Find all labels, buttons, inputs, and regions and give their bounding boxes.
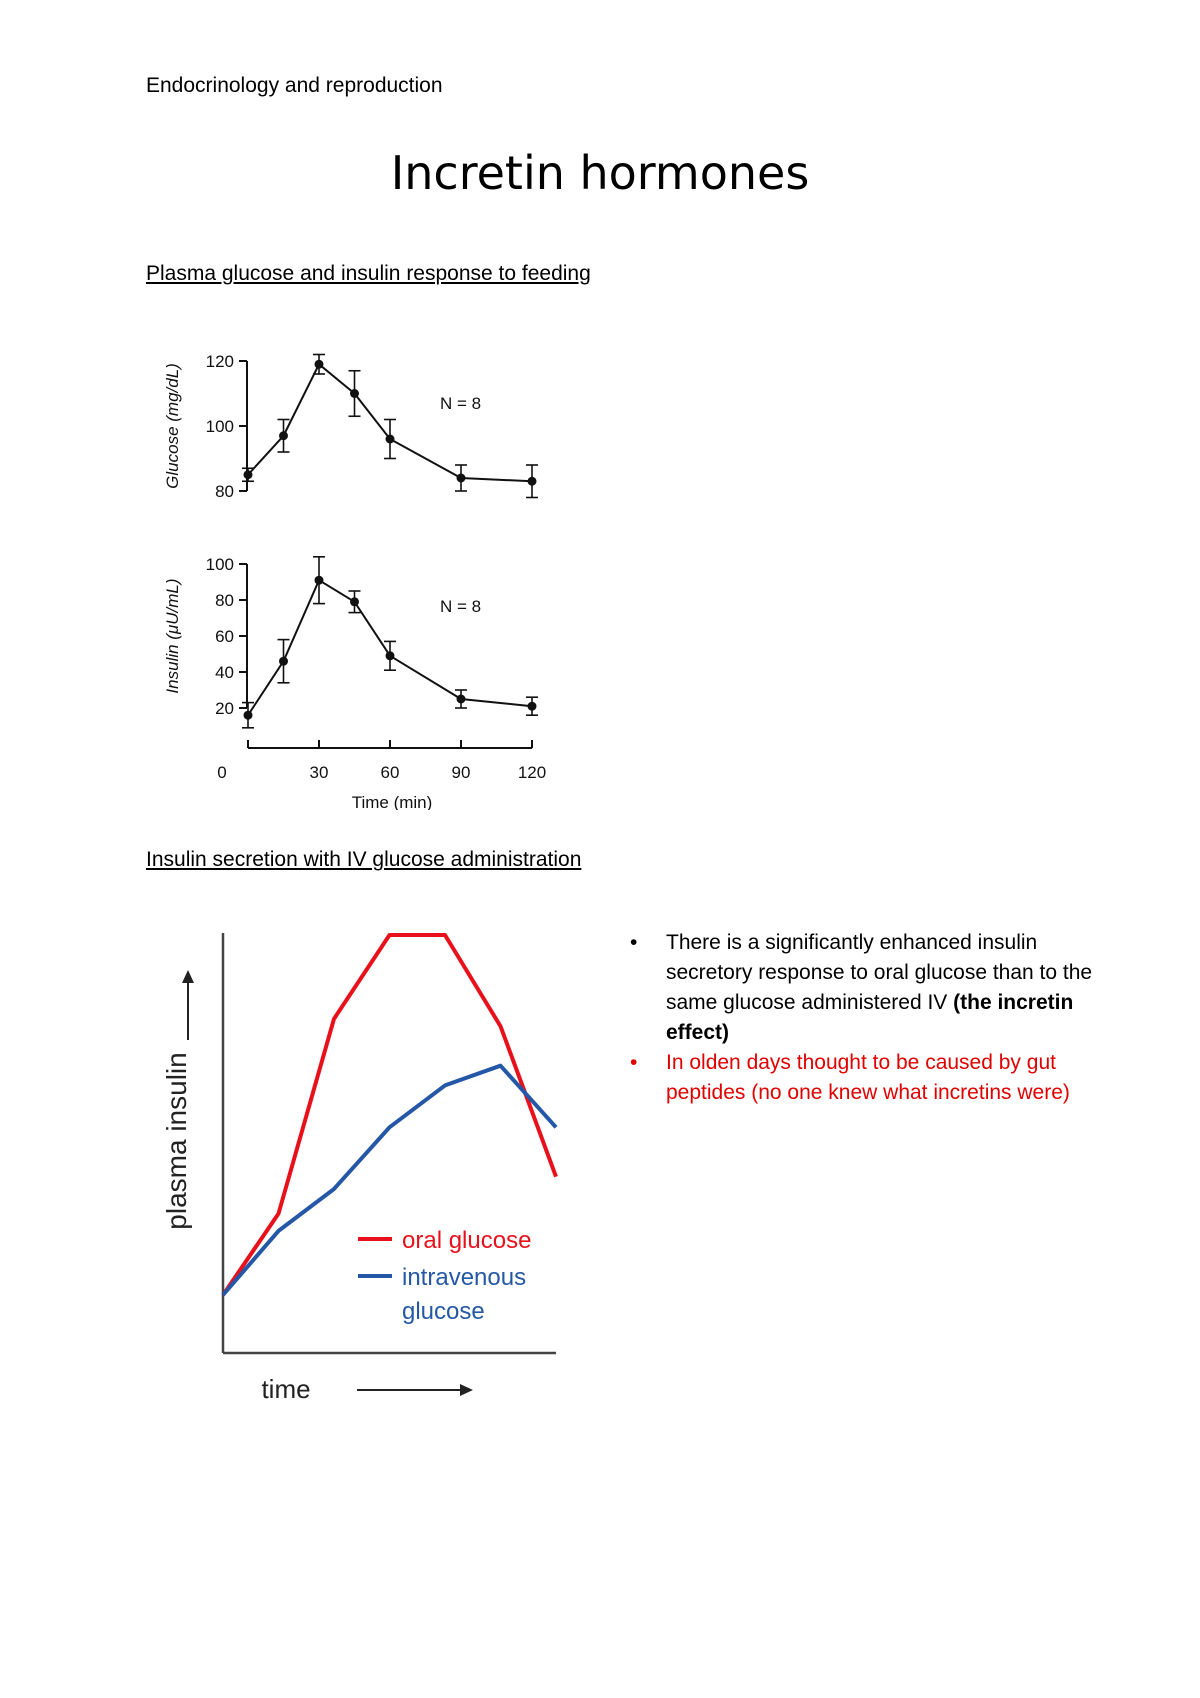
y-axis-label: plasma insulin — [161, 1052, 192, 1230]
bullet-item-2 — [630, 1048, 1100, 1108]
y-tick-label: 40 — [215, 663, 234, 682]
bullet-text-2: In olden days thought to be caused by gut peptides (no one knew what incretins were) — [666, 1051, 1070, 1104]
bullet-bold-1: (the incretin effect) — [666, 991, 1074, 1044]
data-point — [244, 470, 253, 479]
legend-label-line: glucose — [402, 1298, 485, 1325]
bullet-text-1: There is a significantly enhanced insulin secretory response to oral glucose than to the same glucose administered IV — [666, 931, 1093, 1014]
x-tick-label: 90 — [451, 763, 471, 782]
x-tick-label: 60 — [380, 763, 400, 782]
data-point — [279, 431, 288, 440]
arrow-head-icon — [460, 1384, 473, 1396]
data-point — [528, 477, 537, 486]
intravenous-glucose-line — [223, 1066, 556, 1295]
data-point — [279, 657, 288, 666]
section-heading-iv-glucose: Insulin secretion with IV glucose administration — [146, 848, 582, 871]
glucose-panel — [163, 352, 538, 501]
y-axis-label: Insulin (μU/mL) — [163, 578, 182, 694]
data-point — [350, 389, 359, 398]
insulin-panel — [163, 555, 546, 810]
y-tick-label: 100 — [205, 555, 234, 574]
data-point — [386, 651, 395, 660]
bullet-dot: • — [630, 931, 638, 954]
y-tick-label: 80 — [215, 591, 234, 610]
data-point — [244, 711, 253, 720]
y-tick-label: 60 — [215, 627, 234, 646]
legend-label — [402, 1264, 526, 1325]
x-tick-label: 0 — [217, 763, 227, 782]
y-tick-label: 20 — [215, 699, 234, 718]
x-tick-label: 120 — [517, 763, 547, 782]
data-point — [315, 576, 324, 585]
y-tick-label: 120 — [205, 352, 234, 371]
sample-size-label: N = 8 — [440, 394, 482, 413]
data-point — [386, 435, 395, 444]
arrow-head-icon — [182, 970, 194, 983]
y-tick-label: 80 — [215, 482, 234, 501]
data-point — [457, 474, 466, 483]
data-point — [528, 702, 537, 711]
y-tick-label: 100 — [205, 417, 234, 436]
bullet-dot: • — [630, 1051, 638, 1074]
section-heading-feeding: Plasma glucose and insulin response to feeding — [146, 262, 591, 285]
legend-label-line: intravenous — [402, 1264, 527, 1291]
incretin-effect-chart — [150, 925, 570, 1405]
x-tick-label: 30 — [309, 763, 329, 782]
bullet-item-1 — [630, 928, 1100, 1048]
sample-size-label: N = 8 — [440, 597, 482, 616]
legend-label: oral glucose — [402, 1227, 532, 1254]
y-axis-label: Glucose (mg/dL) — [163, 363, 182, 489]
x-axis-label: Time (min) — [351, 793, 433, 810]
data-point — [315, 360, 324, 369]
bullet-list — [630, 928, 1100, 1108]
x-axis-label: time — [261, 1374, 311, 1404]
data-point — [457, 695, 466, 704]
data-point — [350, 597, 359, 606]
course-header: Endocrinology and reproduction — [146, 74, 443, 97]
feeding-response-chart — [150, 330, 570, 810]
page-title: Incretin hormones — [390, 146, 810, 200]
